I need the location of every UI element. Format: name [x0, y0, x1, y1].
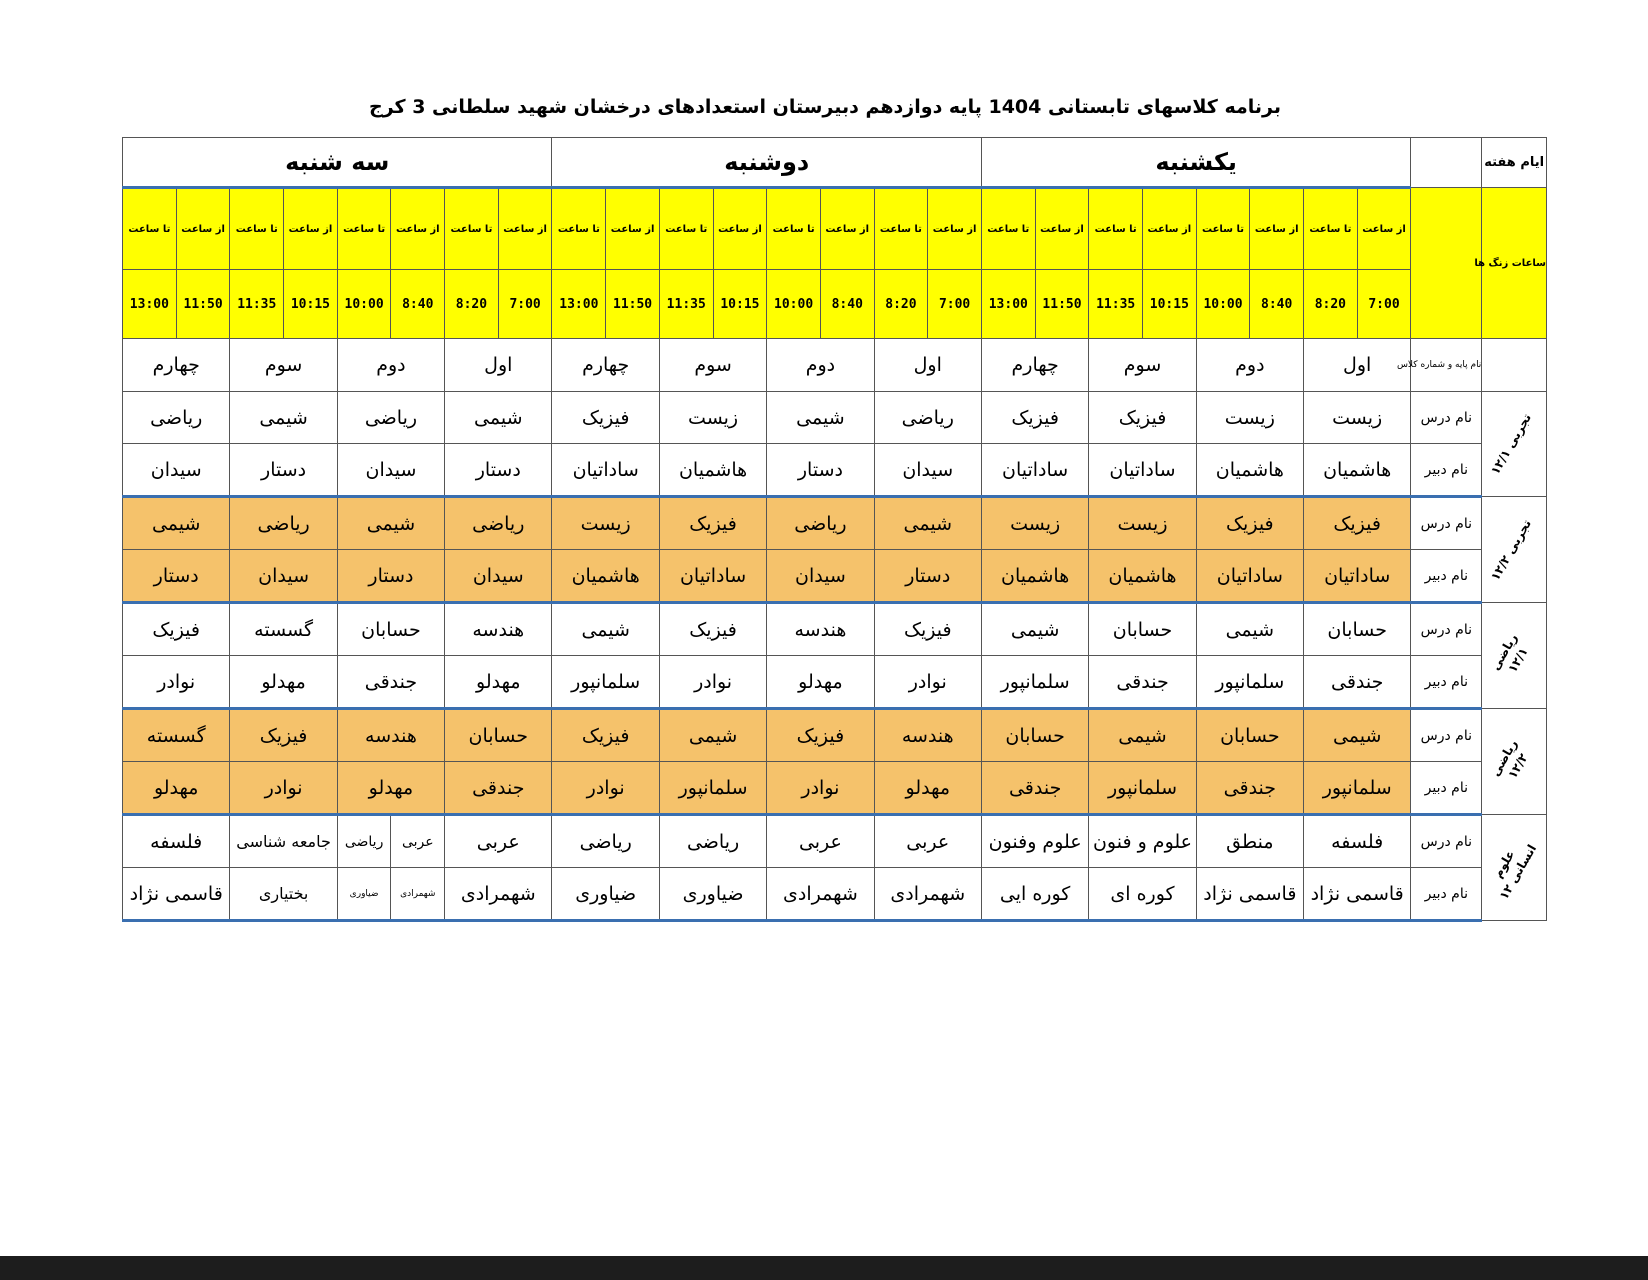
teacher-cell: قاسمی نژاد: [123, 868, 230, 921]
subject-cell: ریاضی: [659, 815, 766, 868]
time-label: تا ساعت: [874, 188, 928, 270]
subject-row-label: نام درس: [1411, 497, 1482, 550]
time-value: 10:00: [337, 270, 391, 339]
subject-cell: شیمی: [767, 392, 874, 444]
time-value: 10:15: [713, 270, 767, 339]
teacher-cell: دستار: [337, 550, 444, 603]
subject-cell: شیمی: [552, 603, 659, 656]
subject-row-label: نام درس: [1411, 392, 1482, 444]
subject-cell: حسابان: [445, 709, 552, 762]
subject-cell: عربی: [767, 815, 874, 868]
teacher-cell: سلمانپور: [981, 656, 1088, 709]
subject-cell: هندسه: [337, 709, 444, 762]
period-label: چهارم: [123, 339, 230, 392]
teacher-cell: مهدلو: [230, 656, 337, 709]
teacher-cell: مهدلو: [337, 762, 444, 815]
subject-cell: حسابان: [981, 709, 1088, 762]
subject-cell: عربی: [445, 815, 552, 868]
teacher-cell: کوره ای: [1089, 868, 1196, 921]
teacher-cell: دستار: [230, 444, 337, 497]
schedule-table: [122, 137, 1547, 922]
subject-cell: حسابان: [1089, 603, 1196, 656]
time-value: 7:00: [498, 270, 552, 339]
teacher-cell: جندقی: [981, 762, 1088, 815]
period-label: سوم: [230, 339, 337, 392]
subject-cell: ریاضی: [123, 392, 230, 444]
time-label: از ساعت: [498, 188, 552, 270]
teacher-cell: سیدان: [230, 550, 337, 603]
time-label: تا ساعت: [337, 188, 391, 270]
teacher-cell: سلمانپور: [659, 762, 766, 815]
bell-empty-cell: [1411, 188, 1482, 339]
subject-cell: فیزیک: [230, 709, 337, 762]
time-label: تا ساعت: [981, 188, 1035, 270]
teacher-cell: شهمرادی: [874, 868, 981, 921]
time-value: 11:35: [659, 270, 713, 339]
period-label: اول: [445, 339, 552, 392]
time-value: 13:00: [552, 270, 606, 339]
time-label: از ساعت: [606, 188, 660, 270]
subject-cell: فلسفه: [123, 815, 230, 868]
group-name: تجربی ۱۲/۱: [1482, 392, 1547, 497]
time-label: از ساعت: [391, 188, 445, 270]
subject-cell: فلسفه: [1304, 815, 1411, 868]
subject-cell: زیست: [1196, 392, 1303, 444]
time-value: 8:40: [391, 270, 445, 339]
subject-cell: گسسته: [123, 709, 230, 762]
subject-cell: فیزیک: [659, 603, 766, 656]
subject-cell: ریاضی: [230, 497, 337, 550]
subject-cell: شیمی: [1196, 603, 1303, 656]
subject-cell: ریاضی: [767, 497, 874, 550]
period-label: اول: [874, 339, 981, 392]
subject-row-label: نام درس: [1411, 709, 1482, 762]
time-label: از ساعت: [176, 188, 230, 270]
subject-cell: فیزیک: [981, 392, 1088, 444]
teacher-cell: سیدان: [767, 550, 874, 603]
teacher-cell: ضیاوری: [552, 868, 659, 921]
subject-cell: ریاضی: [874, 392, 981, 444]
time-label: تا ساعت: [1304, 188, 1358, 270]
teacher-row-label: نام دبیر: [1411, 444, 1482, 497]
teacher-cell: هاشمیان: [552, 550, 659, 603]
teacher-cell: نوادر: [874, 656, 981, 709]
subject-cell: شیمی: [659, 709, 766, 762]
time-value: 11:50: [606, 270, 660, 339]
group-name: ریاضی ۱۲/۲: [1482, 709, 1547, 815]
subject-cell: هندسه: [767, 603, 874, 656]
teacher-cell: ساداتیان: [1089, 444, 1196, 497]
teacher-cell: سیدان: [123, 444, 230, 497]
subject-row-label: نام درس: [1411, 815, 1482, 868]
header-empty-cell: [1411, 138, 1482, 188]
subject-cell: زیست: [981, 497, 1088, 550]
time-value: 8:40: [820, 270, 874, 339]
teacher-cell: مهدلو: [445, 656, 552, 709]
subject-cell: هندسه: [445, 603, 552, 656]
time-value: 10:00: [767, 270, 821, 339]
teacher-cell: ضیاوری: [659, 868, 766, 921]
subject-cell: ریاضی: [552, 815, 659, 868]
subject-cell: شیمی: [981, 603, 1088, 656]
teacher-cell: سیدان: [874, 444, 981, 497]
page-title: برنامه کلاسهای تابستانی 1404 پایه دوازدهم دبیرستان استعدادهای درخشان شهید سلطانی 3 کرج: [369, 96, 1281, 118]
teacher-row-label: نام دبیر: [1411, 762, 1482, 815]
teacher-cell: بختیاری: [230, 868, 337, 921]
subject-cell: شیمی: [445, 392, 552, 444]
bell-label: ساعات زنگ ها: [1482, 188, 1547, 339]
time-value: 8:40: [1250, 270, 1304, 339]
teacher-cell: دستار: [874, 550, 981, 603]
period-label: دوم: [1196, 339, 1303, 392]
subject-cell: حسابان: [1196, 709, 1303, 762]
period-empty-cell: [1482, 339, 1547, 392]
teacher-cell: سلمانپور: [552, 656, 659, 709]
teacher-cell: سلمانپور: [1089, 762, 1196, 815]
time-value: 11:35: [1089, 270, 1143, 339]
time-value: 8:20: [874, 270, 928, 339]
teacher-cell: جندقی: [445, 762, 552, 815]
subject-cell: فیزیک: [1196, 497, 1303, 550]
time-label: تا ساعت: [1196, 188, 1250, 270]
time-label: تا ساعت: [445, 188, 499, 270]
time-label: از ساعت: [1035, 188, 1089, 270]
time-label: از ساعت: [713, 188, 767, 270]
teacher-cell: قاسمی نژاد: [1196, 868, 1303, 921]
time-value: 8:20: [1304, 270, 1358, 339]
day-header: یکشنبه: [981, 138, 1410, 188]
subject-cell: حسابان: [337, 603, 444, 656]
teacher-cell: جندقی: [1196, 762, 1303, 815]
time-label: از ساعت: [928, 188, 982, 270]
teacher-cell: ساداتیان: [552, 444, 659, 497]
subject-cell: فیزیک: [659, 497, 766, 550]
time-value: 13:00: [123, 270, 177, 339]
teacher-cell: سلمانپور: [1196, 656, 1303, 709]
teacher-cell: ضیاوری: [337, 868, 391, 921]
subject-row-label: نام درس: [1411, 603, 1482, 656]
time-label: تا ساعت: [230, 188, 284, 270]
time-label: تا ساعت: [659, 188, 713, 270]
subject-cell: زیست: [552, 497, 659, 550]
teacher-cell: هاشمیان: [1089, 550, 1196, 603]
subject-cell: فیزیک: [1089, 392, 1196, 444]
time-label: تا ساعت: [767, 188, 821, 270]
teacher-cell: مهدلو: [123, 762, 230, 815]
teacher-cell: هاشمیان: [981, 550, 1088, 603]
time-value: 10:00: [1196, 270, 1250, 339]
teacher-cell: سیدان: [337, 444, 444, 497]
subject-cell: عربی: [874, 815, 981, 868]
teacher-cell: کوره ایی: [981, 868, 1088, 921]
subject-cell: فیزیک: [123, 603, 230, 656]
day-header: سه شنبه: [123, 138, 552, 188]
teacher-cell: نوادر: [552, 762, 659, 815]
teacher-cell: هاشمیان: [659, 444, 766, 497]
teacher-cell: قاسمی نژاد: [1304, 868, 1411, 921]
teacher-cell: هاشمیان: [1196, 444, 1303, 497]
subject-cell: زیست: [1089, 497, 1196, 550]
subject-cell: فیزیک: [1304, 497, 1411, 550]
time-label: از ساعت: [1143, 188, 1197, 270]
subject-cell: جامعه شناسی: [230, 815, 337, 868]
subject-cell: شیمی: [337, 497, 444, 550]
time-label: از ساعت: [1250, 188, 1304, 270]
teacher-cell: دستار: [445, 444, 552, 497]
time-label: از ساعت: [1357, 188, 1411, 270]
teacher-cell: دستار: [123, 550, 230, 603]
subject-cell: گسسته: [230, 603, 337, 656]
subject-cell: هندسه: [874, 709, 981, 762]
subject-cell: شیمی: [123, 497, 230, 550]
time-label: از ساعت: [284, 188, 338, 270]
teacher-cell: جندقی: [1089, 656, 1196, 709]
teacher-cell: شهمرادی: [445, 868, 552, 921]
group-name: علوم انسانی ۱۲: [1482, 815, 1547, 921]
teacher-cell: سلمانپور: [1304, 762, 1411, 815]
teacher-cell: دستار: [767, 444, 874, 497]
time-value: 11:50: [176, 270, 230, 339]
time-label: تا ساعت: [123, 188, 177, 270]
subject-cell: شیمی: [1304, 709, 1411, 762]
subject-cell: فیزیک: [552, 392, 659, 444]
subject-cell: فیزیک: [552, 709, 659, 762]
teacher-row-label: نام دبیر: [1411, 656, 1482, 709]
period-label: اول: [1304, 339, 1411, 392]
subject-cell: شیمی: [874, 497, 981, 550]
time-value: 11:35: [230, 270, 284, 339]
subject-cell: شیمی: [230, 392, 337, 444]
period-label: چهارم: [552, 339, 659, 392]
subject-cell: عربی: [391, 815, 445, 868]
teacher-cell: جندقی: [337, 656, 444, 709]
teacher-cell: نوادر: [659, 656, 766, 709]
teacher-cell: شهمرادی: [767, 868, 874, 921]
subject-cell: ریاضی: [445, 497, 552, 550]
teacher-cell: ساداتیان: [981, 444, 1088, 497]
time-label: تا ساعت: [1089, 188, 1143, 270]
teacher-cell: ساداتیان: [659, 550, 766, 603]
time-value: 8:20: [445, 270, 499, 339]
subject-cell: فیزیک: [767, 709, 874, 762]
period-label: چهارم: [981, 339, 1088, 392]
teacher-row-label: نام دبیر: [1411, 868, 1482, 921]
subject-cell: علوم و فنون: [1089, 815, 1196, 868]
bottom-bar: [0, 1256, 1648, 1280]
teacher-cell: سیدان: [445, 550, 552, 603]
time-value: 10:15: [284, 270, 338, 339]
period-row-label: نام پایه و شماره کلاس: [1411, 339, 1482, 392]
teacher-cell: نوادر: [230, 762, 337, 815]
teacher-cell: ساداتیان: [1196, 550, 1303, 603]
subject-cell: شیمی: [1089, 709, 1196, 762]
teacher-cell: هاشمیان: [1304, 444, 1411, 497]
time-label: تا ساعت: [552, 188, 606, 270]
time-value: 11:50: [1035, 270, 1089, 339]
teacher-row-label: نام دبیر: [1411, 550, 1482, 603]
time-value: 10:15: [1143, 270, 1197, 339]
time-value: 13:00: [981, 270, 1035, 339]
teacher-cell: جندقی: [1304, 656, 1411, 709]
subject-cell: فیزیک: [874, 603, 981, 656]
subject-cell: حسابان: [1304, 603, 1411, 656]
days-label: ایام هفته: [1482, 138, 1547, 188]
time-value: 7:00: [1357, 270, 1411, 339]
period-label: دوم: [767, 339, 874, 392]
time-label: از ساعت: [820, 188, 874, 270]
teacher-cell: نوادر: [767, 762, 874, 815]
group-name: ریاضی ۱۲/۱: [1482, 603, 1547, 709]
period-label: دوم: [337, 339, 444, 392]
subject-cell: ریاضی: [337, 815, 391, 868]
teacher-cell: شهمرادی: [391, 868, 445, 921]
teacher-cell: مهدلو: [767, 656, 874, 709]
time-value: 7:00: [928, 270, 982, 339]
subject-cell: منطق: [1196, 815, 1303, 868]
period-label: سوم: [659, 339, 766, 392]
teacher-cell: مهدلو: [874, 762, 981, 815]
subject-cell: علوم وفنون: [981, 815, 1088, 868]
day-header: دوشنبه: [552, 138, 981, 188]
subject-cell: ریاضی: [337, 392, 444, 444]
teacher-cell: ساداتیان: [1304, 550, 1411, 603]
teacher-cell: نوادر: [123, 656, 230, 709]
subject-cell: زیست: [659, 392, 766, 444]
period-label: سوم: [1089, 339, 1196, 392]
group-name: تجربی ۱۲/۲: [1482, 497, 1547, 603]
subject-cell: زیست: [1304, 392, 1411, 444]
